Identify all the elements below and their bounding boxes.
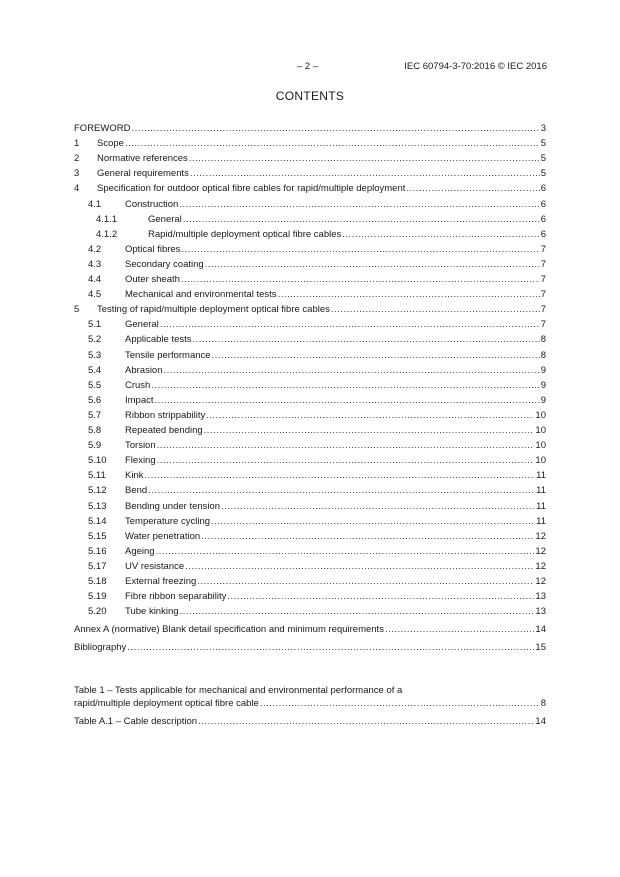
toc-entry-title: Ribbon strippability: [125, 409, 206, 421]
toc-entry-page: 11: [536, 500, 546, 512]
toc-entry[interactable]: [88, 349, 546, 362]
toc-entry-number: 4.1: [88, 198, 102, 210]
toc-entry[interactable]: [88, 394, 546, 407]
table-entry[interactable]: [74, 715, 546, 728]
toc-entry-title: FOREWORD: [74, 123, 131, 134]
toc-entry-page: 8: [540, 349, 546, 361]
dot-leader: [148, 485, 535, 497]
toc-entry-page: 9: [540, 364, 546, 376]
toc-entry-page: 8: [540, 334, 546, 346]
toc-entry-page: 14: [535, 624, 546, 636]
toc-entry-number: 5.14: [88, 515, 107, 527]
toc-entry[interactable]: [88, 379, 546, 392]
toc-entry-number: 5.18: [88, 576, 107, 587]
toc-entry[interactable]: [88, 560, 546, 573]
dot-leader: [156, 546, 535, 558]
dot-leader: [127, 642, 534, 654]
toc-entry[interactable]: [88, 469, 546, 482]
toc-entry-title: Crush: [125, 379, 151, 391]
toc-entry-title: Bending under tension: [125, 500, 221, 512]
dot-leader: [211, 516, 535, 528]
dot-leader: [342, 229, 539, 241]
toc-entry-number: 5.5: [88, 379, 102, 391]
table-entry-title-line: Table 1 – Tests applicable for mechanical and environmental performance of a: [74, 685, 403, 696]
toc-entry-number: 5.20: [88, 606, 107, 618]
toc-entry[interactable]: [88, 333, 546, 346]
page-number: – 2 –: [297, 61, 319, 72]
toc-entry-title: Testing of rapid/multiple deployment optical fibre cables: [97, 304, 330, 316]
table-entry-page: 8: [540, 698, 546, 709]
toc-entry-page: 7: [540, 243, 546, 255]
toc-entry-page: 6: [540, 213, 546, 225]
toc-entry-number: 4.1.2: [96, 228, 118, 240]
toc-entry-number: 5.1: [88, 319, 102, 331]
toc-entry-page: 10: [535, 440, 546, 452]
toc-entry-page: 9: [540, 379, 546, 391]
toc-entry-number: 5.10: [88, 455, 107, 467]
dot-leader: [227, 591, 534, 603]
dot-leader: [131, 123, 539, 135]
toc-entry-number: 5.3: [88, 349, 102, 361]
toc-entry-number: 5.12: [88, 485, 107, 497]
toc-entry[interactable]: [88, 288, 546, 301]
toc-entry-title: Fibre ribbon separability: [125, 591, 227, 603]
dot-leader: [260, 698, 540, 710]
toc-entry-page: 11: [536, 470, 546, 482]
toc-entry-page: 9: [540, 394, 546, 406]
dot-leader: [179, 199, 539, 211]
toc-entry-page: 13: [535, 591, 546, 603]
toc-entry-page: 11: [536, 515, 546, 527]
toc-entry[interactable]: [74, 303, 546, 316]
dot-leader: [205, 259, 540, 271]
dot-leader: [278, 289, 540, 301]
dot-leader: [125, 138, 540, 150]
toc-entry[interactable]: [88, 545, 546, 558]
toc-entry-number: 4.4: [88, 274, 102, 285]
toc-entry[interactable]: [88, 484, 546, 497]
toc-entry-number: 2: [74, 153, 80, 165]
contents-title: CONTENTS: [275, 89, 345, 103]
toc-entry-number: 1: [74, 138, 80, 150]
toc-entry-number: 3: [74, 168, 80, 180]
toc-entry[interactable]: [88, 258, 546, 271]
table-entry[interactable]: [74, 697, 546, 710]
toc-entry[interactable]: [74, 137, 546, 150]
dot-leader: [181, 274, 540, 286]
dot-leader: [204, 425, 535, 437]
dot-leader: [189, 153, 540, 165]
toc-entry[interactable]: [88, 515, 546, 528]
toc-entry-title: General: [125, 319, 159, 331]
dot-leader: [193, 334, 540, 346]
toc-entry-number: 4.1.1: [96, 213, 118, 225]
dot-leader: [198, 716, 534, 728]
toc-entry[interactable]: [88, 273, 546, 286]
toc-entry-title: General requirements: [97, 168, 189, 180]
toc-entry-number: 5.6: [88, 394, 102, 406]
toc-entry[interactable]: [88, 364, 546, 377]
toc-entry-number: 5.9: [88, 440, 102, 452]
toc-entry-title: Secondary coating: [125, 258, 204, 270]
toc-entry-page: 5: [540, 138, 546, 150]
toc-entry-title: Tensile performance: [125, 349, 211, 361]
table-entry-title: rapid/multiple deployment optical fibre cable: [74, 698, 259, 709]
toc-entry-title: Annex A (normative) Blank detail specification and minimum requirements: [74, 624, 384, 636]
toc-entry-page: 13: [535, 606, 546, 618]
dot-leader: [180, 606, 535, 618]
dot-leader: [201, 531, 534, 543]
toc-entry-title: Specification for outdoor optical fibre cables for rapid/multiple deployment: [97, 183, 406, 195]
toc-entry-title: Construction: [125, 198, 179, 210]
dot-leader: [155, 395, 540, 407]
dot-leader: [206, 410, 534, 422]
table-entry-title: Table A.1 – Cable description: [74, 716, 198, 727]
toc-entry-page: 7: [540, 319, 546, 331]
toc-entry[interactable]: [88, 454, 546, 467]
toc-entry[interactable]: [74, 182, 546, 195]
toc-entry-page: 15: [535, 642, 546, 654]
toc-entry[interactable]: [88, 198, 546, 211]
toc-entry[interactable]: [88, 575, 546, 588]
toc-entry-title: Bibliography: [74, 642, 127, 654]
dot-leader: [221, 501, 535, 513]
toc-entry-number: 5.16: [88, 545, 107, 557]
toc-entry[interactable]: [88, 530, 546, 543]
toc-entry[interactable]: [74, 641, 546, 654]
toc-entry-page: 12: [535, 576, 546, 587]
toc-entry-number: 4: [74, 183, 80, 195]
toc-entry-number: 5.13: [88, 500, 107, 512]
dot-leader: [406, 183, 539, 195]
toc-entry-number: 5.2: [88, 334, 102, 346]
dot-leader: [157, 455, 535, 467]
toc-entry-page: 5: [540, 168, 546, 180]
toc-entry-number: 5.15: [88, 530, 107, 542]
toc-entry-title: Tube kinking: [125, 606, 179, 618]
toc-entry-page: 6: [540, 228, 546, 240]
toc-entry[interactable]: [74, 167, 546, 180]
dot-leader: [181, 244, 539, 256]
toc-entry-title: UV resistance: [125, 560, 185, 572]
toc-entry-title: Torsion: [125, 440, 156, 452]
toc-entry[interactable]: [88, 439, 546, 452]
dot-leader: [160, 319, 540, 331]
toc-entry[interactable]: [88, 590, 546, 603]
toc-entry-number: 4.5: [88, 289, 102, 301]
toc-entry-number: 5: [74, 304, 80, 316]
dot-leader: [190, 168, 540, 180]
dot-leader: [151, 380, 539, 392]
toc-entry-title: General: [148, 213, 182, 225]
toc-entry[interactable]: [88, 318, 546, 331]
toc-entry-page: 12: [535, 530, 546, 542]
table-entry-page: 14: [535, 716, 546, 727]
dot-leader: [185, 561, 534, 573]
toc-entry-number: 5.17: [88, 560, 107, 572]
toc-entry-page: 10: [535, 455, 546, 467]
toc-entry-title: Rapid/multiple deployment optical fibre cables: [148, 228, 342, 240]
toc-entry-page: 12: [535, 560, 546, 572]
toc-entry-title: Optical fibres: [125, 243, 181, 255]
toc-entry-number: 5.8: [88, 425, 102, 436]
dot-leader: [385, 624, 534, 636]
toc-entry-title: Water penetration: [125, 530, 201, 542]
toc-entry-title: Abrasion: [125, 364, 163, 376]
toc-entry-title: Temperature cycling: [125, 515, 211, 527]
toc-entry-title: Outer sheath: [125, 274, 180, 285]
toc-entry[interactable]: [88, 500, 546, 513]
dot-leader: [197, 576, 534, 588]
toc-entry-page: 7: [540, 304, 546, 316]
toc-entry-title: Applicable tests: [125, 334, 192, 346]
toc-entry-page: 7: [540, 274, 546, 285]
toc-entry-title: Scope: [97, 138, 124, 150]
toc-entry-page: 6: [540, 198, 546, 210]
toc-entry-page: 12: [535, 545, 546, 557]
toc-entry[interactable]: [88, 605, 546, 618]
toc-entry[interactable]: [74, 623, 546, 636]
toc-entry-title: Bend: [125, 485, 148, 497]
toc-entry-title: Impact: [125, 394, 154, 406]
dot-leader: [212, 350, 540, 362]
toc-entry-title: Normative references: [97, 153, 188, 165]
toc-entry[interactable]: [96, 228, 546, 241]
page-header: [0, 61, 620, 75]
toc-entry-title: Repeated bending: [125, 425, 203, 436]
toc-entry[interactable]: [88, 424, 546, 437]
toc-entry-title: Kink: [125, 470, 144, 482]
document-reference: IEC 60794-3-70:2016 © IEC 2016: [404, 61, 547, 72]
toc-entry-page: 5: [540, 153, 546, 165]
toc-entry-page: 6: [540, 183, 546, 195]
toc-entry-title: External freezing: [125, 576, 197, 587]
toc-entry-number: 4.3: [88, 258, 102, 270]
toc-entry-number: 5.7: [88, 409, 102, 421]
toc-entry-page: 7: [540, 289, 546, 301]
toc-entry[interactable]: [88, 409, 546, 422]
toc-entry-page: 10: [535, 425, 546, 436]
toc-entry-number: 4.2: [88, 243, 102, 255]
toc-entry-page: 10: [535, 409, 546, 421]
toc-entry[interactable]: [74, 152, 546, 165]
dot-leader: [164, 365, 540, 377]
toc-entry[interactable]: [88, 243, 546, 256]
toc-entry-number: 5.19: [88, 591, 107, 603]
dot-leader: [331, 304, 540, 316]
toc-entry-page: 3: [540, 123, 546, 134]
toc-entry-page: 11: [536, 485, 546, 497]
toc-entry-number: 5.11: [88, 470, 106, 482]
toc-entry[interactable]: [96, 213, 546, 226]
toc-entry[interactable]: [74, 122, 546, 135]
toc-entry-title: Ageing: [125, 545, 155, 557]
dot-leader: [157, 440, 535, 452]
toc-entry-title: Mechanical and environmental tests: [125, 289, 277, 301]
toc-entry-number: 5.4: [88, 364, 102, 376]
dot-leader: [144, 470, 535, 482]
dot-leader: [183, 214, 540, 226]
toc-entry-title: Flexing: [125, 455, 156, 467]
toc-entry-page: 7: [540, 258, 546, 270]
